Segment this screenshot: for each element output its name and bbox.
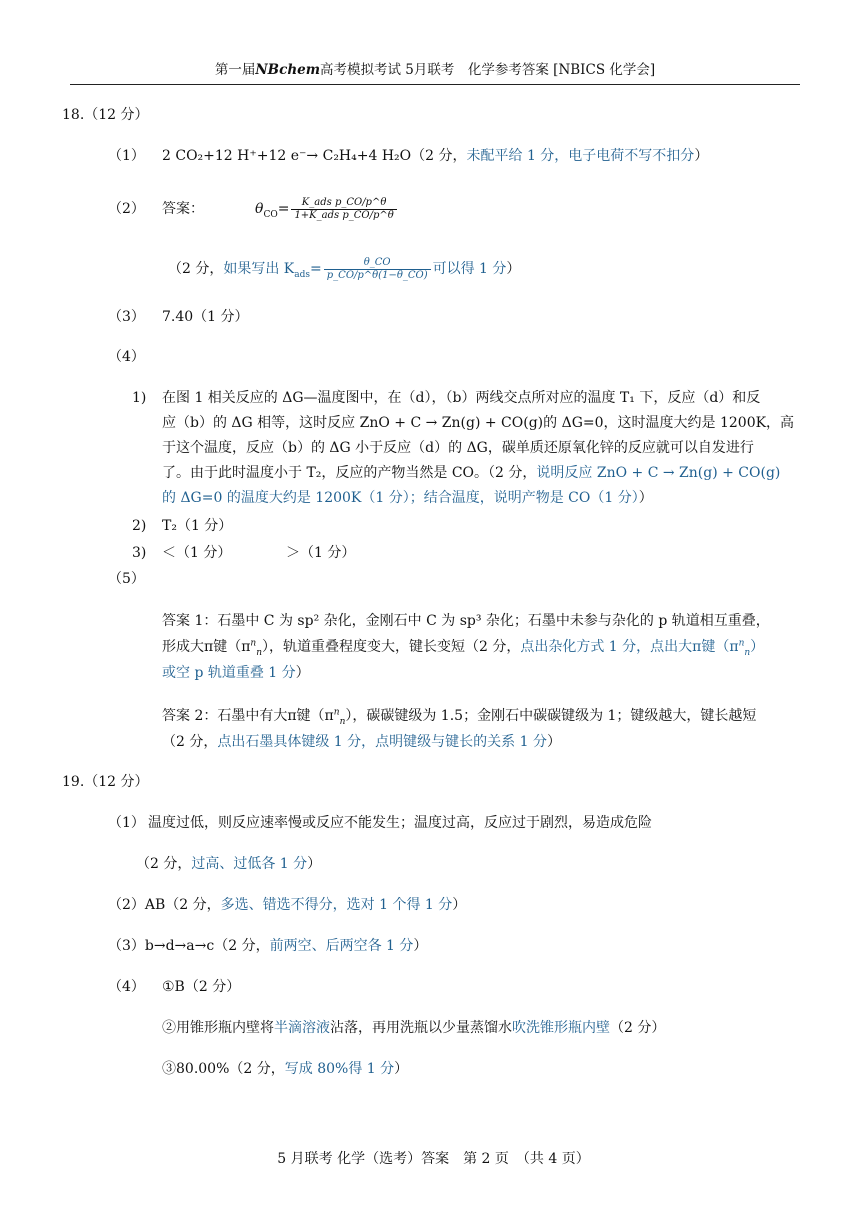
ans2-l2b: 点出石墨具体键级 1 分，点明键级与键长的关系 1 分 [217,734,547,750]
q18-title: 18.（12 分） [62,107,149,123]
q18-p4-1-num: 1) [132,390,147,406]
ans2-l2a: （2 分， [162,734,218,750]
ans1-l2b: ），轨道重叠程度变大，键长变短（2 分， [262,639,521,655]
q19-p3-c: ） [413,938,428,954]
q19-p2-a: （2）AB（2 分， [108,897,221,913]
q18-p4-1-line4 [162,462,780,484]
pi-sup: n [250,638,257,649]
pi-sub: n [256,647,262,658]
q19-p2 [108,894,466,916]
page-footer: 5 月联考 化学（选考）答案 第 2 页 （共 4 页） [277,1151,590,1167]
ans2-line2 [162,731,561,753]
ans1-l3: 或空 p 轨道重叠 1 分 [162,665,296,681]
q19-p4c-a: ③80.00%（2 分， [162,1061,285,1077]
q18-p4-3-num: 3) [132,545,147,561]
q18-p1-note: 未配平给 1 分，电子电荷不写不扣分 [466,148,695,164]
q19-p4b-e: （2 分） [610,1020,666,1036]
q18-p1-close: ） [694,148,709,164]
q18-p1-line [162,145,708,167]
q19-p4-num: （4） [108,979,145,995]
q19-p1-score [136,853,321,875]
pi-sup-2: n [738,638,745,649]
q19-p1b-a: （2 分， [136,856,192,872]
line5-close: ） [638,490,653,506]
formula-numerator: K_ads p_CO/p^θ [291,197,396,210]
q19-p4c-b: 写成 80%得 1 分 [284,1061,395,1077]
ans2-l1a: 答案 2：石墨中有大π键（π [162,708,334,724]
q18-p4-1-line5 [162,487,653,509]
q19-p3-b: 前两空、后两空各 1 分 [269,938,414,954]
ans1-line3 [162,662,310,684]
q18-p2-num: （2） [108,201,145,217]
q18-p1-score: （2 分， [411,148,467,164]
line4-b: 说明反应 ZnO + C → Zn(g) + CO(g) [536,465,781,481]
q18-p4-1-line2: 应（b）的 ΔG 相等，这时反应 ZnO + C → Zn(g) + CO(g)的 ΔG=0，这时温度大约是 1200K，高 [162,415,795,431]
theta-sub: CO [263,209,278,220]
q18-p2-tail: 可以得 1 分 [432,261,507,277]
ans1-l2a: 形成大π键（π [162,639,251,655]
q18-p2-ads: ads [294,269,311,280]
q19-p4b-d: 吹洗锥形瓶内壁 [512,1020,610,1036]
pi-sub-2: n [744,647,751,658]
q19-p4c [162,1058,408,1080]
q19-p2-b: 多选、错选不得分，选对 1 个得 1 分 [220,897,453,913]
line5-note: 的 ΔG=0 的温度大约是 1200K（1 分）；结合温度，说明产物是 CO（1 分） [162,490,639,506]
q19-p1b-b: 过高、过低各 1 分 [191,856,308,872]
q18-p2-label: 答案： [162,201,204,217]
kads-numerator: θ_CO [324,257,431,270]
q18-p2-note: 如果写出 K [223,261,295,277]
ans1-line1: 答案 1：石墨中 C 为 sp² 杂化，金刚石中 C 为 sp³ 杂化；石墨中未参与杂化的 p 轨道相互重叠， [162,613,770,629]
ans2-l1b: ），碳碳键级为 1.5；金刚石中碳碳键级为 1；键级越大，键长越短 [345,708,757,724]
q18-p1-equation: 2 CO₂+12 H⁺+12 e⁻→ C₂H₄+4 H₂O [162,148,412,164]
line4-a: 了。由于此时温度小于 T₂，反应的产物当然是 CO。（2 分， [162,465,537,481]
q19-p4c-c: ） [394,1061,409,1077]
q19-p3-a: （3）b→d→a→c（2 分， [108,938,270,954]
q18-p2-score-line [168,252,520,286]
q19-p4b-a: ②用锥形瓶内壁将 [162,1020,274,1036]
q18-p2-score: （2 分， [168,261,224,277]
ans1-l3close: ） [295,665,310,681]
q18-p2-formula [255,192,399,226]
ans2-l2c: ） [546,734,561,750]
q18-p4-1-line3: 于这个温度，反应（b）的 ΔG 小于反应（d）的 ΔG，碳单质还原氧化锌的反应就可以自发进行 [162,440,754,456]
formula-denominator: 1+K_ads p_CO/p^θ [294,209,394,221]
q19-p1b-c: ） [307,856,322,872]
theta-symbol: θ [255,201,264,217]
q18-p2-close: ） [506,261,521,277]
q18-p5-num: （5） [108,571,145,587]
q19-title: 19.（12 分） [62,774,149,790]
q19-p4b-b: 半滴溶液 [274,1020,330,1036]
ans1-l2c: 点出杂化方式 1 分，点出大π键（π [520,639,739,655]
header-brand: NBchem [255,62,321,78]
ans2-line1 [162,705,756,727]
kads-fraction [324,257,431,282]
q18-p4-2-num: 2) [132,518,147,534]
ans1-l2d: ） [750,639,765,655]
pi-sub-3: n [339,716,346,727]
q18-p4-1-line1: 在图 1 相关反应的 ΔG—温度图中，在（d），（b）两线交点所对应的温度 T₁ 下，反应（d）和反 [162,390,761,406]
q19-p3 [108,935,427,957]
q18-p2-eq: = [310,261,322,277]
q18-p4-num: （4） [108,349,145,365]
header-post: 高考模拟考试 5月联考 化学参考答案 [NBICS 化学会] [320,62,656,78]
page-header [70,58,800,85]
q19-p4-text: ①B（2 分） [162,979,241,995]
q18-p1-num: （1） [108,148,145,164]
ans1-line2 [162,636,764,658]
q18-p4-3-a: ＜（1 分） [162,545,232,561]
q19-p4b [162,1017,665,1039]
q19-p1-num: （1） [108,815,145,831]
q19-p2-c: ） [452,897,467,913]
q18-p4-2-text: T₂（1 分） [162,518,233,534]
formula-fraction [291,197,396,222]
formula-eq: = [277,201,290,217]
q19-p1-text: 温度过低，则反应速率慢或反应不能发生；温度过高，反应过于剧烈，易造成危险 [148,815,652,831]
q18-p3-text: 7.40（1 分） [162,309,249,325]
q18-p3-num: （3） [108,309,145,325]
kads-denominator: p_CO/p^θ(1−θ_CO) [326,269,428,281]
header-pre: 第一届 [214,62,256,78]
q19-p4b-c: 沾落，再用洗瓶以少量蒸馏水 [330,1020,512,1036]
q18-p4-3-b: ＞（1 分） [286,545,356,561]
pi-sup-3: n [333,707,340,718]
